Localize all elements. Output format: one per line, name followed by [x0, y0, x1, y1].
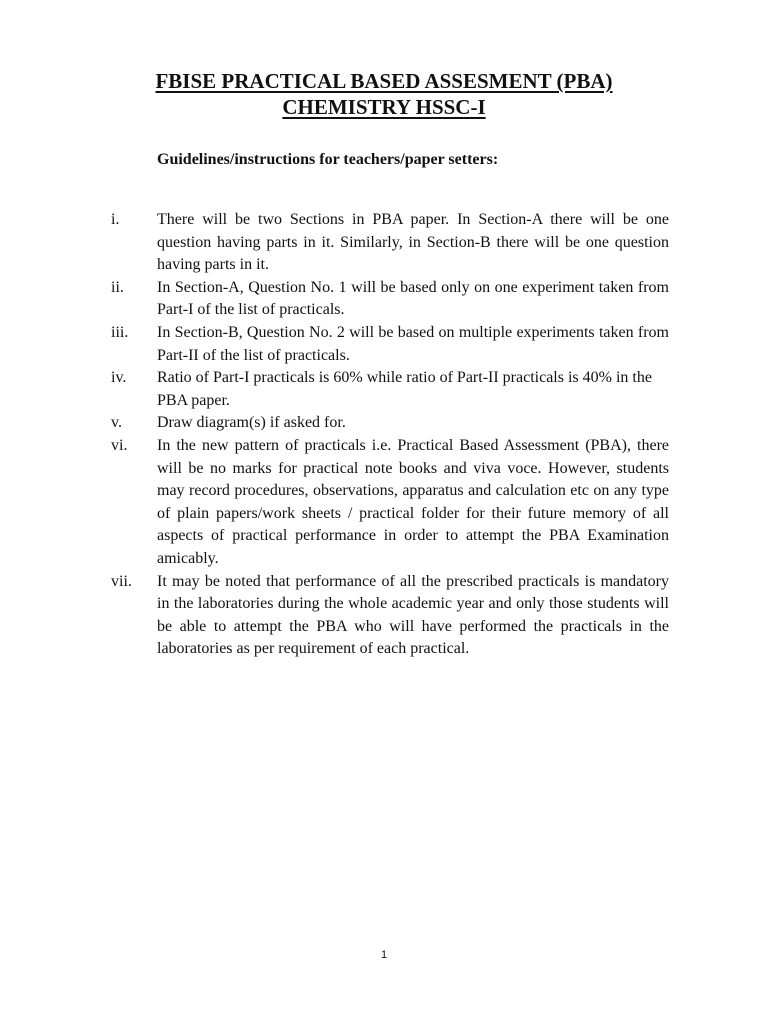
list-item [0, 209, 768, 277]
guidelines-list [0, 209, 768, 661]
document-title-line-1: FBISE PRACTICAL BASED ASSESMENT (PBA) [155, 69, 613, 93]
list-item [0, 412, 768, 435]
list-item-text: In the new pattern of practicals i.e. Practical Based Assessment (PBA), there will be no marks for practical note books and viva voce. However, students may record procedures, observations, apparatus and calculation etc on any type of plain papers/work sheets / practical folder for their future memory of all aspects of practical performance in order to attempt the PBA Examination amicably. [157, 436, 669, 567]
list-item-text: It may be noted that performance of all the prescribed practicals is mandatory in the laboratories during the whole academic year and only those students will be able to attempt the PBA who will have performed the practicals in the laboratories as per requirement of each practical. [157, 572, 669, 658]
list-item-text: In Section-B, Question No. 2 will be based on multiple experiments taken from Part-II of the list of practicals. [157, 323, 669, 364]
list-item [0, 367, 768, 412]
list-item [0, 322, 768, 367]
list-item [0, 571, 768, 661]
list-item-marker: ii. [111, 278, 124, 296]
list-item-marker: iv. [111, 369, 127, 387]
list-item-text: Ratio of Part-I practicals is 60% while ratio of Part-II practicals is 40% in the PBA paper. [157, 369, 652, 409]
page-number: 1 [380, 949, 388, 961]
document-title-line-2: CHEMISTRY HSSC-I [282, 95, 486, 119]
list-item-marker: i. [111, 211, 120, 228]
list-item-text: Draw diagram(s) if asked for. [157, 414, 346, 432]
list-item-text: There will be two Sections in PBA paper. In Section-A there will be one question having parts in it. Similarly, in Section-B there will be one question having parts in it. [157, 211, 669, 274]
list-item-marker: vii. [111, 572, 132, 590]
list-item [0, 435, 768, 571]
list-item [0, 277, 768, 322]
list-item-marker: vi. [111, 436, 128, 454]
list-item-marker: iii. [111, 323, 129, 341]
guidelines-heading: Guidelines/instructions for teachers/paper setters: [157, 151, 499, 168]
list-item-marker: v. [111, 414, 122, 432]
list-item-text: In Section-A, Question No. 1 will be based only on one experiment taken from Part-I of the list of practicals. [157, 278, 669, 319]
